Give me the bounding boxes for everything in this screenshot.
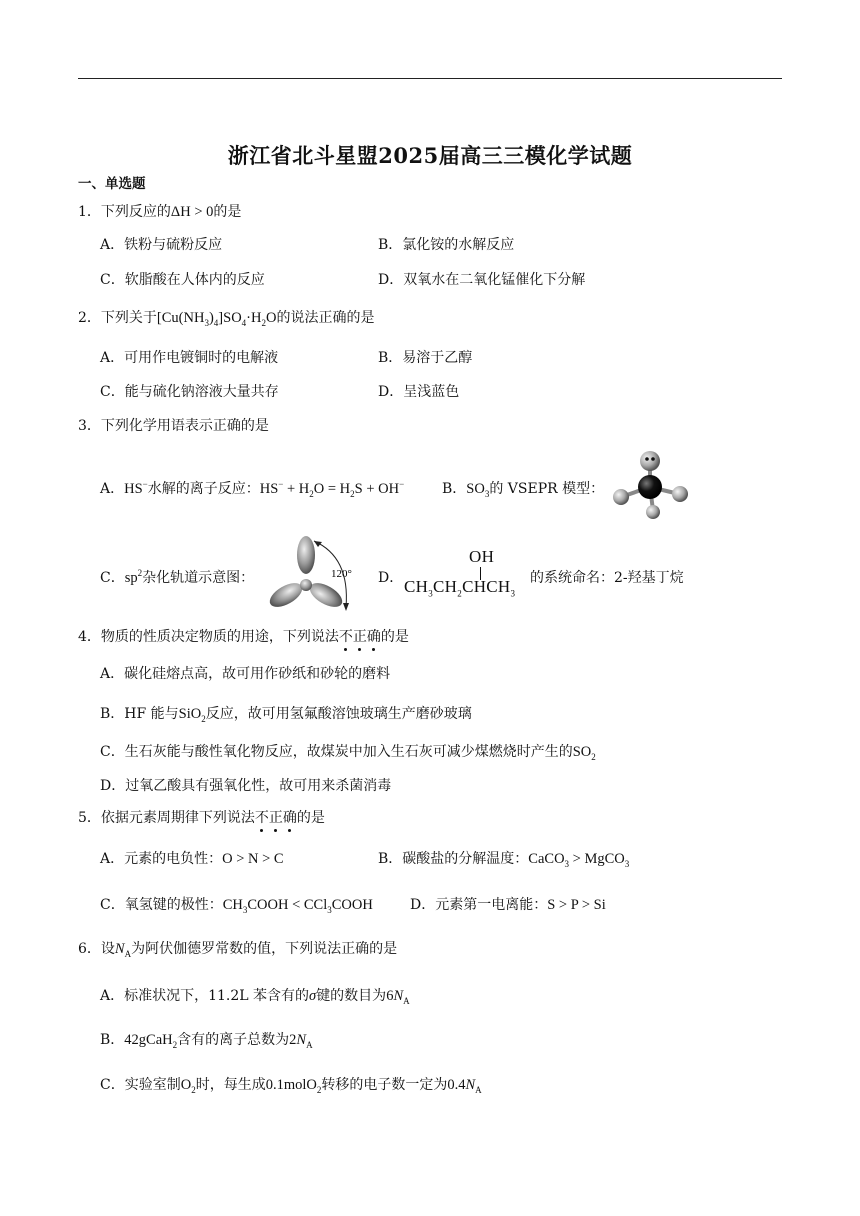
central-atom-ball [638,475,662,499]
page-title: 浙江省北斗星盟2025届高三三模化学试题 [227,143,633,168]
q5-option-c[interactable]: C．氧氢键的极性：$CH_3COOH$ < CCl$_3$COOH [100,897,373,915]
q2-option-a[interactable]: A．可用作电镀铜时的电解液 [100,350,279,366]
q4-option-a[interactable]: A．碳化硅熔点高，故可用作砂纸和砂轮的磨料 [100,666,391,682]
q1-option-c[interactable]: C．软脂酸在人体内的反应 [100,272,265,288]
question-6-stem: 6．设$N_A$为阿伏伽德罗常数的值，下列说法正确的是 [78,941,398,959]
sp2-orbital-figure [264,535,364,617]
hydroxyl-label: OH [469,547,495,566]
q5-option-d[interactable]: D．元素第一电离能：S > P > Si [410,897,606,913]
question-4-stem: 4．物质的性质决定物质的用途，下列说法不正确的是 [78,629,409,645]
q4-option-d[interactable]: D．过氧乙酸具有强氧化性，故可用来杀菌消毒 [100,778,392,794]
q5-option-b[interactable]: B．碳酸盐的分解温度：CaCO$_3$ > MgCO$_3$ [378,851,630,869]
q3-option-b[interactable]: B．$SO_3$的 VSEPR 模型： [442,481,605,499]
q1-option-d[interactable]: D．双氧水在二氧化锰催化下分解 [378,272,586,288]
complex-formula: $[Cu(NH_3)_4]SO_4\cdot H_2O$ [156,310,277,328]
q6-option-c[interactable]: C．实验室制$O_2$时，每生成0.1molO$_2$转移的电子数一定为$0.4N_A$ [100,1077,482,1095]
q3-option-c[interactable]: C．$sp^2$杂化轨道示意图： [100,568,255,586]
q2-option-c[interactable]: C．能与硫化钠溶液大量共存 [100,384,279,400]
question-2-stem: 2．下列关于$[Cu(NH_3)_4]SO_4\cdot H_2O$的说法正确的是 [78,310,375,328]
q1-option-b[interactable]: B．氯化铵的水解反应 [378,237,515,253]
angle-label: 120° [331,568,352,580]
q2-option-d[interactable]: D．呈浅蓝色 [378,384,460,400]
q6-option-b[interactable]: B．42gCaH$_2$含有的离子总数为$2N_A$ [100,1032,313,1050]
q3-option-a[interactable]: A．HS−水解的离子反应：$HS^- + H_2O = H_2S + OH^-$ [100,479,405,499]
q6-option-a[interactable]: A．标准状况下，11.2L 苯含有的σ键的数目为$6N_A$ [100,988,410,1006]
q3-option-d[interactable]: D． [378,570,404,586]
q5-option-a[interactable]: A．元素的电负性：O > N > C [100,851,284,867]
q4-option-c[interactable]: C．生石灰能与酸性氧化物反应，故煤炭中加入生石灰可减少煤燃烧时产生的$SO_2$ [100,744,596,762]
header-rule [78,78,782,79]
q4-option-b[interactable]: B．HF 能与SiO$_2$反应，故可用氢氟酸溶蚀玻璃生产磨砂玻璃 [100,706,472,724]
butanol-formula: $CH_3CH_2CHCH_3$ [404,577,516,599]
question-1-stem: 1．下列反应的ΔH > 0的是 [78,204,242,220]
question-5-stem: 5．依据元素周期律下列说法不正确的是 [78,810,325,826]
lone-pair-ball [640,451,660,471]
q2-option-b[interactable]: B．易溶于乙醇 [378,350,473,366]
q1-option-a[interactable]: A．铁粉与硫粉反应 [100,237,223,253]
section-heading: 一、单选题 [78,176,146,192]
vsepr-model-figure [606,450,696,522]
q3-option-d-name: 的系统命名：2-羟基丁烷 [530,570,684,586]
question-3-stem: 3．下列化学用语表示正确的是 [78,418,269,434]
